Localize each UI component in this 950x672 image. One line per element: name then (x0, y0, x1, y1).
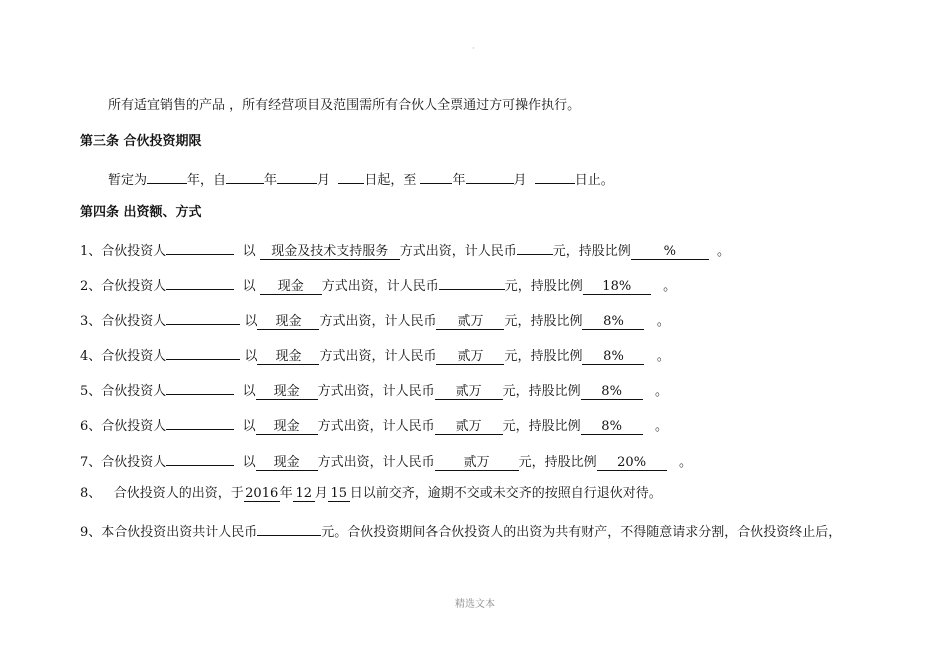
item-9-total: 9、本合伙投资出资共计人民币 元。合伙投资期间各合伙投资人的出资为共有财产，不得随意请求分割，合伙投资终止后， (80, 520, 841, 542)
contribution-row-2: 2、合伙投资人 以 现金 方式出资，计人民币 元，持股比例 18% 。 (80, 274, 676, 296)
blank-total-amount[interactable] (257, 520, 321, 536)
header-dot: · (472, 44, 475, 53)
contribution-method: 现金 (260, 279, 322, 295)
blank-end-year[interactable] (420, 168, 452, 184)
article-4-heading: 第四条 出资额、方式 (80, 205, 202, 220)
share-ratio: 8% (582, 314, 644, 330)
contribution-amount: 贰万 (435, 419, 503, 435)
contribution-amount: 贰万 (435, 384, 503, 400)
share-ratio: 8% (581, 419, 643, 435)
blank-investor-name[interactable] (166, 450, 234, 466)
share-ratio: 8% (582, 349, 644, 365)
share-ratio: % (631, 244, 709, 260)
blank-start-day[interactable] (338, 168, 364, 184)
contribution-row-5: 5、合伙投资人 以 现金 方式出资，计人民币 贰万 元，持股比例 8% 。 (80, 379, 668, 401)
contribution-amount (439, 274, 505, 290)
blank-years[interactable] (147, 168, 187, 184)
blank-investor-name[interactable] (166, 309, 240, 325)
article-3-term-line: 暂定为 年，自 年 月 日起，至 年 月 日止。 (108, 168, 614, 190)
intro-paragraph: 所有适宜销售的产品 ，所有经营项目及范围需所有合伙人全票通过方可操作执行。 (108, 98, 581, 113)
contribution-method: 现金 (256, 384, 318, 400)
contribution-amount: 贰万 (435, 455, 519, 471)
contribution-row-3: 3、合伙投资人 以 现金 方式出资，计人民币 贰万 元，持股比例 8% 。 (80, 309, 670, 331)
blank-end-day[interactable] (535, 168, 575, 184)
blank-end-month[interactable] (466, 168, 514, 184)
share-ratio: 8% (581, 384, 643, 400)
contribution-row-6: 6、合伙投资人 以 现金 方式出资，计人民币 贰万 元，持股比例 8% 。 (80, 414, 668, 436)
deadline-day: 15 (328, 486, 350, 502)
blank-start-month[interactable] (277, 168, 317, 184)
blank-investor-name[interactable] (166, 379, 234, 395)
contribution-row-1: 1、合伙投资人 以 现金及技术支持服务 方式出资，计人民币 元，持股比例 % 。 (80, 239, 730, 261)
blank-investor-name[interactable] (166, 414, 234, 430)
contribution-row-4: 4、合伙投资人 以 现金 方式出资，计人民币 贰万 元，持股比例 8% 。 (80, 344, 670, 366)
page-footer: 精选文本 (455, 599, 495, 610)
item-8-deadline: 8、 合伙投资人的出资，于2016年 12 月 15 日以前交齐，逾期不交或未交齐的按照自行退伙对待。 (80, 486, 662, 501)
blank-start-year[interactable] (226, 168, 264, 184)
share-ratio: 18% (583, 279, 651, 295)
blank-investor-name[interactable] (166, 274, 234, 290)
contribution-method: 现金 (257, 349, 319, 365)
contribution-method: 现金 (256, 455, 318, 471)
contribution-amount: 贰万 (436, 314, 504, 330)
article-3-heading: 第三条 合伙投资期限 (80, 134, 202, 149)
share-ratio: 20% (597, 455, 667, 471)
contribution-amount (517, 239, 553, 255)
contribution-row-7: 7、合伙投资人 以 现金 方式出资，计人民币 贰万 元，持股比例 20% 。 (80, 450, 692, 472)
contribution-method: 现金 (257, 314, 319, 330)
deadline-year: 2016 (245, 486, 279, 501)
contribution-method: 现金及技术支持服务 (260, 244, 400, 260)
deadline-month: 12 (293, 486, 315, 502)
blank-investor-name[interactable] (166, 344, 240, 360)
blank-investor-name[interactable] (166, 239, 234, 255)
contribution-method: 现金 (256, 419, 318, 435)
contribution-amount: 贰万 (436, 349, 504, 365)
